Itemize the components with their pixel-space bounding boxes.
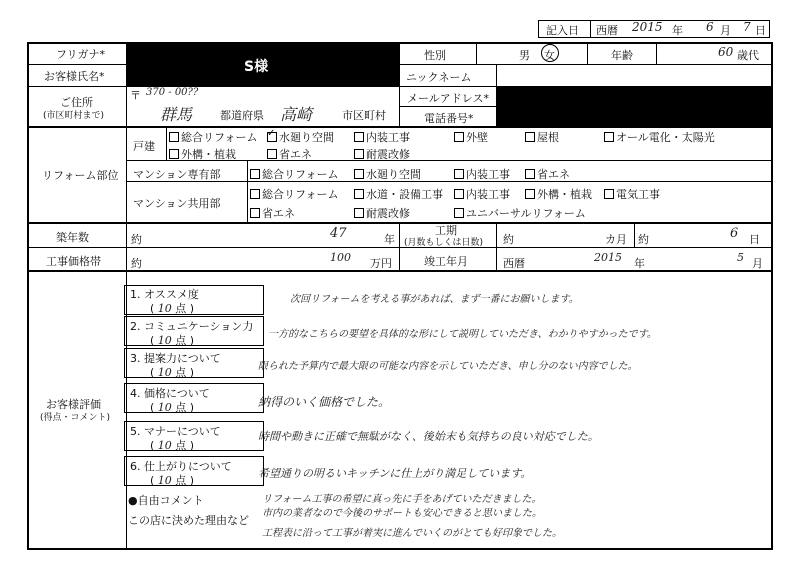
checkbox-icon (354, 132, 364, 142)
checkbox-icon (604, 189, 614, 199)
evaluation-section-label: お客様評価 (46, 398, 101, 411)
checkbox-label: 省エネ (279, 148, 312, 161)
evaluation-item-title: 1. オススメ度 (130, 288, 199, 301)
kodate-checkbox-0[interactable] (169, 129, 257, 145)
completion-month: 5 (737, 251, 744, 264)
score-value: 10 (157, 474, 172, 487)
kodate-checkbox-8[interactable] (354, 146, 410, 162)
month-suffix: 月 (720, 24, 731, 37)
completion-month-suffix: 月 (752, 257, 763, 270)
furigana-label: フリガナ* (56, 48, 105, 61)
checkbox-icon (604, 132, 614, 142)
evaluation-comment: 一方的なこちらの要望を具体的な形にして説明していただき、わかりやすかったです。 (268, 329, 657, 340)
mansion-common-checkbox-4[interactable] (604, 186, 660, 202)
score-unit: 点 (175, 474, 187, 487)
checkbox-label: 総合リフォーム (262, 168, 339, 181)
evaluation-comment: 次回リフォームを考える事があれば、まず一番にお願いします。 (290, 294, 579, 305)
cost-value: 100 (330, 251, 351, 264)
evaluation-comment: 限られた予算内で最大限の可能な内容を示していただき、申し分のない内容でした。 (258, 361, 638, 372)
evaluation-item-title: 6. 仕上がりについて (130, 460, 232, 473)
completion-era: 西暦 (503, 257, 525, 270)
period-label: 工期 (435, 224, 457, 237)
completion-year: 2015 (594, 251, 622, 264)
checkbox-icon (169, 132, 179, 142)
checkbox-icon (250, 208, 260, 218)
day-suffix: 日 (755, 24, 766, 37)
kodate-checkbox-6[interactable] (169, 146, 236, 162)
mansion-private-label: マンション専有部 (133, 168, 221, 181)
mansion-common-checkbox-7[interactable] (454, 205, 586, 221)
checkbox-checked-icon (267, 132, 277, 142)
period-sublabel: (月数もしくは日数) (404, 238, 484, 248)
completion-label: 竣工年月 (424, 255, 468, 268)
era-label: 西暦 (596, 24, 618, 37)
mansion-private-checkbox-3[interactable] (525, 166, 570, 182)
mansion-common-label: マンション共用部 (133, 197, 221, 210)
checkbox-label: 外壁 (466, 131, 488, 144)
evaluation-score: ( 10 点 ) (150, 302, 195, 315)
phone-label: 電話番号* (424, 112, 474, 125)
score-value: 10 (157, 334, 172, 347)
kodate-label: 戸建 (133, 140, 155, 153)
score-unit: 点 (175, 401, 187, 414)
free-comment-line-2: 市内の業者なので今後のサポートも安心できると思いました。 (262, 508, 542, 519)
mansion-common-checkbox-2[interactable] (454, 186, 510, 202)
checkbox-icon (354, 189, 364, 199)
checkbox-icon (525, 169, 535, 179)
kodate-checkbox-4[interactable] (525, 129, 559, 145)
checkbox-label: 内装工事 (366, 131, 410, 144)
kodate-checkbox-7[interactable] (267, 146, 312, 162)
checkbox-icon (267, 149, 277, 159)
postal-prefix: 〒 (130, 89, 141, 102)
mansion-private-checkbox-0[interactable] (250, 166, 338, 182)
checkbox-icon (250, 189, 260, 199)
evaluation-score: ( 10 点 ) (150, 439, 195, 452)
evaluation-item-title: 2. コミュニケーション力 (130, 320, 254, 333)
gender-male: 男 (519, 49, 530, 62)
kodate-checkbox-3[interactable] (454, 129, 488, 145)
checkbox-label: 耐震改修 (366, 207, 410, 220)
evaluation-item-title: 5. マナーについて (130, 425, 221, 438)
building-age-suffix: 年 (384, 233, 395, 246)
kodate-checkbox-1[interactable] (267, 129, 334, 145)
checkbox-icon (169, 149, 179, 159)
checkbox-label: 内装工事 (466, 188, 510, 201)
score-unit: 点 (175, 439, 187, 452)
checkbox-label: 省エネ (262, 207, 295, 220)
checkbox-label: 総合リフォーム (181, 131, 258, 144)
entry-date-label: 記入日 (546, 24, 579, 37)
age-suffix: 歳代 (737, 49, 759, 62)
reform-section-label: リフォーム部位 (42, 169, 119, 182)
mansion-common-checkbox-5[interactable] (250, 205, 295, 221)
evaluation-score: ( 10 点 ) (150, 401, 195, 414)
checkbox-icon (354, 208, 364, 218)
checkbox-label: 総合リフォーム (262, 188, 339, 201)
score-value: 10 (157, 366, 172, 379)
mansion-common-checkbox-0[interactable] (250, 186, 338, 202)
checkbox-icon (454, 208, 464, 218)
building-age-label: 築年数 (56, 231, 89, 244)
free-comment-line-3: 工程表に沿って工事が着実に進んでいくのがとても好印象でした。 (262, 528, 562, 539)
period-approx-2: 約 (638, 233, 649, 246)
cost-label: 工事価格帯 (46, 255, 101, 268)
year-suffix: 年 (672, 24, 683, 37)
checkbox-label: 外構・植栽 (537, 188, 592, 201)
checkbox-label: 水廻り空間 (279, 131, 334, 144)
mansion-common-checkbox-1[interactable] (354, 186, 443, 202)
prefecture-value: 群馬 (160, 105, 193, 124)
evaluation-item-title: 4. 価格について (130, 387, 210, 400)
age-label: 年齢 (611, 49, 633, 62)
period-days: 6 (730, 226, 739, 241)
checkbox-label: 耐震改修 (366, 148, 410, 161)
score-value: 10 (157, 302, 172, 315)
evaluation-score: ( 10 点 ) (150, 366, 195, 379)
checkbox-icon (250, 169, 260, 179)
building-age-value: 47 (330, 226, 347, 241)
score-unit: 点 (175, 302, 187, 315)
entry-year: 2015 (632, 20, 663, 34)
checkbox-label: 電気工事 (616, 188, 660, 201)
completion-year-suffix: 年 (634, 257, 645, 270)
checkbox-icon (525, 132, 535, 142)
period-month-suffix: カ月 (605, 233, 627, 246)
address-label: ご住所 (60, 96, 93, 109)
checkbox-label: 省エネ (537, 168, 570, 181)
nickname-label: ニックネーム (406, 71, 472, 84)
score-unit: 点 (175, 334, 187, 347)
mansion-common-checkbox-6[interactable] (354, 205, 410, 221)
checkbox-icon (454, 189, 464, 199)
entry-day: 7 (743, 20, 751, 34)
score-value: 10 (157, 439, 172, 452)
evaluation-score: ( 10 点 ) (150, 334, 195, 347)
mansion-common-checkbox-3[interactable] (525, 186, 592, 202)
evaluation-section-sublabel: (得点・コメント) (40, 413, 111, 423)
mansion-private-checkbox-1[interactable] (354, 166, 421, 182)
postal-value: 370 - 00?? (146, 87, 199, 98)
checkbox-label: 水道・設備工事 (366, 188, 443, 201)
entry-month: 6 (706, 20, 714, 34)
address-sublabel: (市区町村まで) (43, 111, 105, 121)
gender-label: 性別 (424, 49, 446, 62)
free-comment-label: ●自由コメント (128, 494, 204, 507)
email-label: メールアドレス* (407, 92, 489, 105)
checkbox-label: オール電化・太陽光 (616, 131, 715, 144)
contact-redaction-box (497, 87, 772, 126)
mansion-private-checkbox-2[interactable] (454, 166, 510, 182)
checkbox-label: ユニバーサルリフォーム (466, 207, 586, 220)
evaluation-score: ( 10 点 ) (150, 474, 195, 487)
city-suffix: 市区町村 (342, 109, 386, 122)
prefecture-suffix: 都道府県 (220, 109, 264, 122)
checkbox-label: 内装工事 (466, 168, 510, 181)
gender-female: 女 (544, 49, 555, 62)
score-unit: 点 (175, 366, 187, 379)
customer-name: S様 (244, 59, 269, 75)
checkbox-icon (525, 189, 535, 199)
evaluation-comment: 時間や動きに正確で無駄がなく、後始末も気持ちの良い対応でした。 (258, 430, 599, 443)
kodate-checkbox-2[interactable] (354, 129, 410, 145)
checkbox-icon (454, 169, 464, 179)
evaluation-item-title: 3. 提案力について (130, 352, 221, 365)
cost-suffix: 万円 (370, 257, 392, 270)
cost-approx: 約 (131, 257, 142, 270)
city-value: 高崎 (280, 105, 313, 124)
checkbox-icon (354, 149, 364, 159)
checkbox-label: 水廻り空間 (366, 168, 421, 181)
free-comment-line-1: リフォーム工事の希望に真っ先に手をあげていただきました。 (262, 494, 542, 505)
evaluation-comment: 希望通りの明るいキッチンに仕上がり満足しています。 (258, 467, 532, 480)
evaluation-comment: 納得のいく価格でした。 (258, 395, 391, 409)
age-value: 60 (718, 45, 734, 59)
period-day-suffix: 日 (749, 233, 760, 246)
checkbox-label: 屋根 (537, 131, 559, 144)
free-comment-sublabel: この店に決めた理由など (128, 514, 249, 527)
building-age-approx: 約 (131, 233, 142, 246)
customer-name-label: お客様氏名* (44, 70, 105, 83)
checkbox-icon (354, 169, 364, 179)
period-approx: 約 (503, 233, 514, 246)
score-value: 10 (157, 401, 172, 414)
kodate-checkbox-5[interactable] (604, 129, 715, 145)
checkbox-label: 外構・植栽 (181, 148, 236, 161)
checkbox-icon (454, 132, 464, 142)
